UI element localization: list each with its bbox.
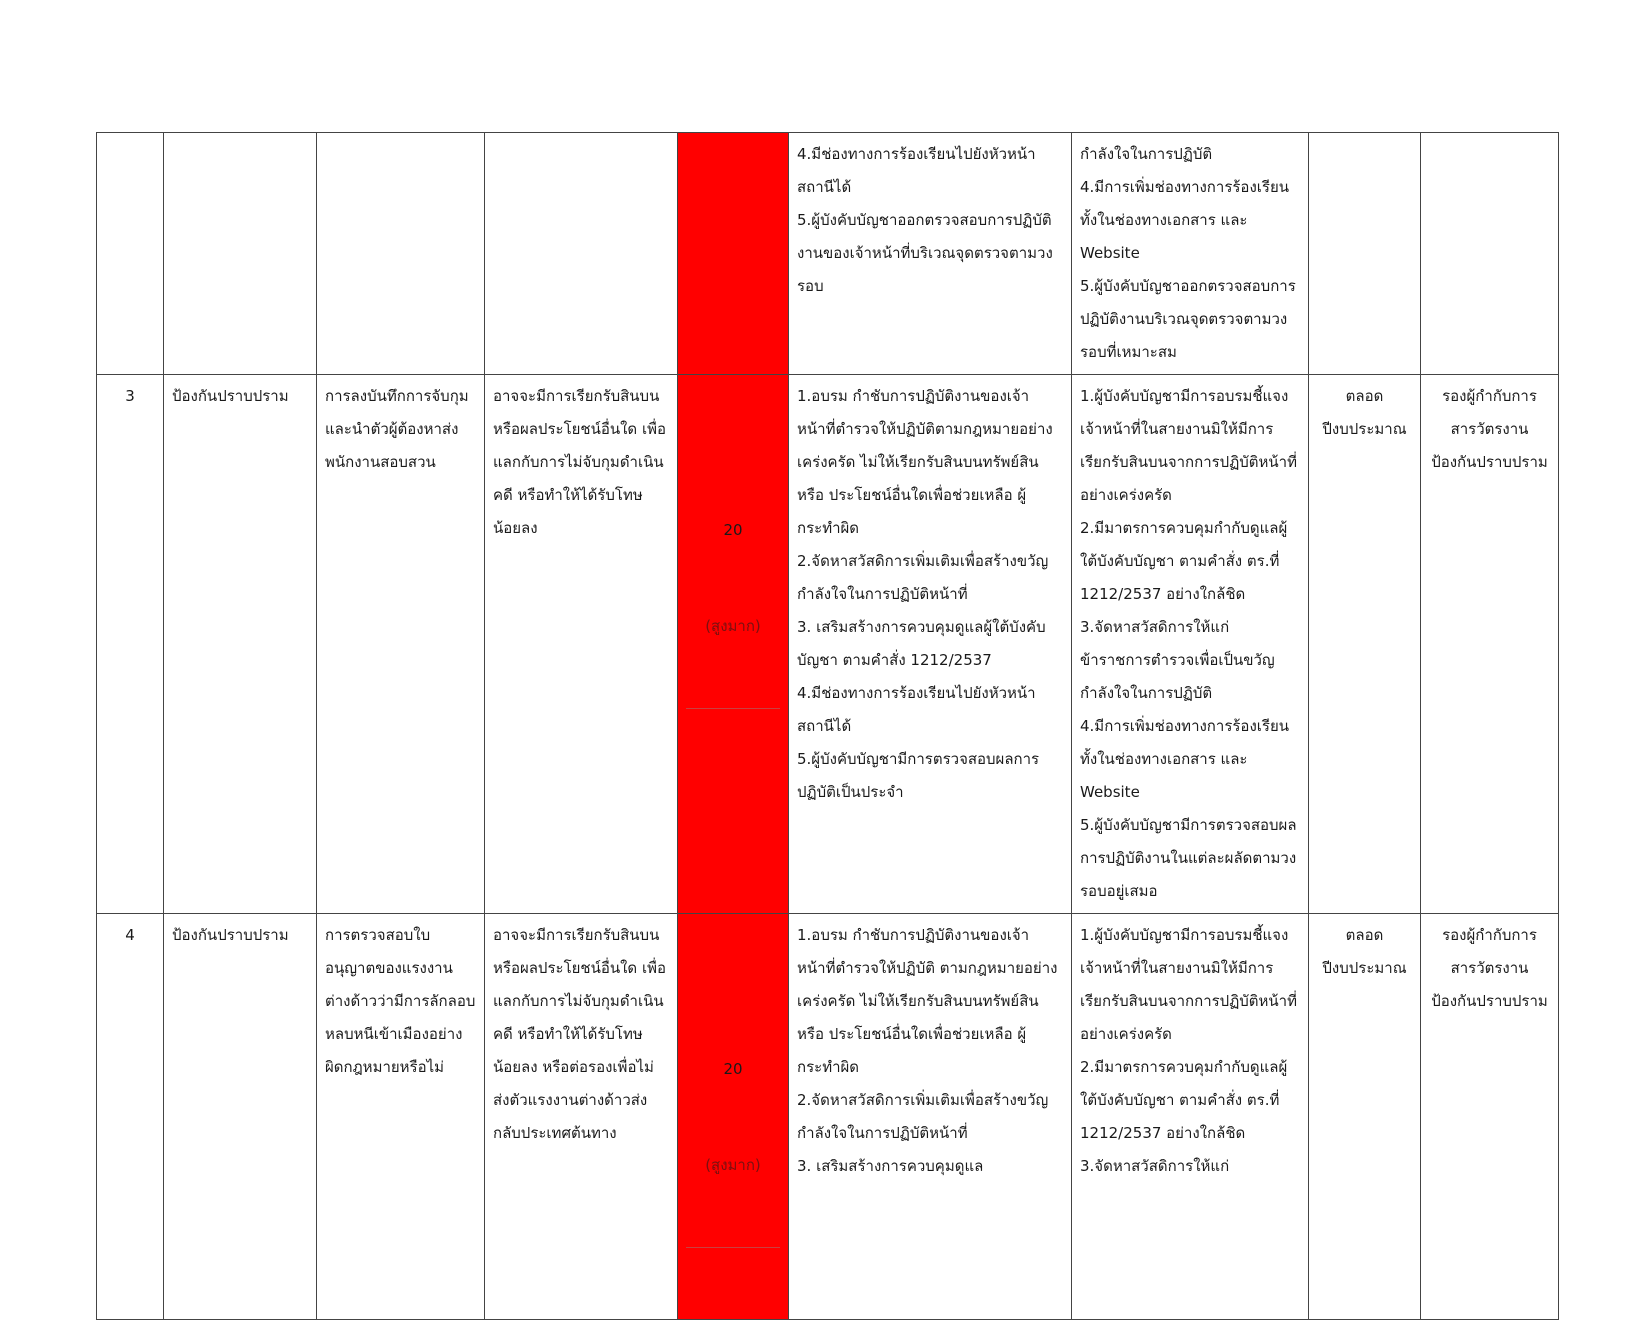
cell-category: ป้องกันปราบปราม xyxy=(164,914,317,1320)
risk-level-label: (สูงมาก) xyxy=(705,1156,761,1174)
risk-score: 20 xyxy=(723,521,743,539)
cell-no xyxy=(97,133,164,375)
cell-measures: กำลังใจในการปฏิบัติ 4.มีการเพิ่มช่องทางการร้องเรียนทั้งในช่องทางเอกสาร และ Website 5.ผู้บังคับบัญชาออกตรวจสอบการปฏิบัติงานบริเวณจุดตรวจตามวงรอบที่เหมาะสม xyxy=(1072,133,1309,375)
cell-no: 4 xyxy=(97,914,164,1320)
cell-responsible: รองผู้กำกับการสารวัตรงานป้องกันปราบปราม xyxy=(1421,375,1559,914)
table-row xyxy=(97,914,1559,1320)
risk-score: 20 xyxy=(723,1060,743,1078)
cell-controls: 1.อบรม กำชับการปฏิบัติงานของเจ้าหน้าที่ตำรวจให้ปฏิบัติตามกฎหมายอย่างเคร่งครัด ไม่ให้เรียกรับสินบนทรัพย์สินหรือ ประโยชน์อื่นใดเพื่อช่วยเหลือ ผู้กระทำผิด 2.จัดหาสวัสดิการเพิ่มเติมเพื่อสร้างขวัญกำลังใจในการปฏิบัติหน้าที่ 3. เสริมสร้างการควบคุมดูแลผู้ใต้บังคับบัญชา ตามคำสั่ง 1212/2537 4.มีช่องทางการร้องเรียนไปยังหัวหน้าสถานีได้ 5.ผู้บังคับบัญชามีการตรวจสอบผลการปฏิบัติเป็นประจำ xyxy=(789,375,1072,914)
risk-table xyxy=(96,132,1559,1320)
cell-timeframe xyxy=(1309,133,1421,375)
cell-risk: อาจจะมีการเรียกรับสินบนหรือผลประโยชน์อื่นใด เพื่อแลกกับการไม่จับกุมดำเนินคดี หรือทำให้ได้รับโทษน้อยลง หรือต่อรองเพื่อไม่ส่งตัวแรงงานต่างด้าวส่งกลับประเทศต้นทาง xyxy=(485,914,678,1320)
table-row xyxy=(97,375,1559,914)
cell-responsible xyxy=(1421,133,1559,375)
cell-title: การลงบันทึกการจับกุมและนำตัวผู้ต้องหาส่งพนักงานสอบสวน xyxy=(317,375,485,914)
cell-risk-level xyxy=(678,914,789,1320)
cell-no: 3 xyxy=(97,375,164,914)
cell-risk-level xyxy=(678,375,789,914)
cell-category: ป้องกันปราบปราม xyxy=(164,375,317,914)
cell-category xyxy=(164,133,317,375)
cell-timeframe: ตลอดปีงบประมาณ xyxy=(1309,375,1421,914)
cell-risk-level xyxy=(678,133,789,375)
cell-responsible: รองผู้กำกับการสารวัตรงานป้องกันปราบปราม xyxy=(1421,914,1559,1320)
risk-level-box xyxy=(686,446,780,709)
cell-measures: 1.ผู้บังคับบัญชามีการอบรมชี้แจงเจ้าหน้าที่ในสายงานมิให้มีการเรียกรับสินบนจากการปฏิบัติหน้าที่อย่างเคร่งครัด 2.มีมาตรการควบคุมกำกับดูแลผู้ใต้บังคับบัญชา ตามคำสั่ง ตร.ที่ 1212/2537 อย่างใกล้ชิด 3.จัดหาสวัสดิการให้แก่ xyxy=(1072,914,1309,1320)
cell-title xyxy=(317,133,485,375)
cell-measures: 1.ผู้บังคับบัญชามีการอบรมชี้แจงเจ้าหน้าที่ในสายงานมิให้มีการเรียกรับสินบนจากการปฏิบัติหน้าที่อย่างเคร่งครัด 2.มีมาตรการควบคุมกำกับดูแลผู้ใต้บังคับบัญชา ตามคำสั่ง ตร.ที่ 1212/2537 อย่างใกล้ชิด 3.จัดหาสวัสดิการให้แก่ข้าราชการตำรวจเพื่อเป็นขวัญกำลังใจในการปฏิบัติ 4.มีการเพิ่มช่องทางการร้องเรียนทั้งในช่องทางเอกสาร และ Website 5.ผู้บังคับบัญชามีการตรวจสอบผลการปฏิบัติงานในแต่ละผลัดตามวงรอบอยู่เสมอ xyxy=(1072,375,1309,914)
cell-controls: 1.อบรม กำชับการปฏิบัติงานของเจ้าหน้าที่ตำรวจให้ปฏิบัติ ตามกฎหมายอย่างเคร่งครัด ไม่ให้เรียกรับสินบนทรัพย์สินหรือ ประโยชน์อื่นใดเพื่อช่วยเหลือ ผู้กระทำผิด 2.จัดหาสวัสดิการเพิ่มเติมเพื่อสร้างขวัญกำลังใจในการปฏิบัติหน้าที่ 3. เสริมสร้างการควบคุมดูแล xyxy=(789,914,1072,1320)
cell-risk: อาจจะมีการเรียกรับสินบนหรือผลประโยชน์อื่นใด เพื่อแลกกับการไม่จับกุมดำเนินคดี หรือทำให้ได้รับโทษน้อยลง xyxy=(485,375,678,914)
cell-timeframe: ตลอดปีงบประมาณ xyxy=(1309,914,1421,1320)
risk-level-box xyxy=(686,985,780,1248)
cell-controls: 4.มีช่องทางการร้องเรียนไปยังหัวหน้าสถานีได้ 5.ผู้บังคับบัญชาออกตรวจสอบการปฏิบัติงานของเจ้าหน้าที่บริเวณจุดตรวจตามวงรอบ xyxy=(789,133,1072,375)
risk-level-label: (สูงมาก) xyxy=(705,617,761,635)
table-row-continued xyxy=(97,133,1559,375)
cell-title: การตรวจสอบใบอนุญาตของแรงงานต่างด้าวว่ามีการลักลอบหลบหนีเข้าเมืองอย่างผิดกฎหมายหรือไม่ xyxy=(317,914,485,1320)
cell-risk xyxy=(485,133,678,375)
